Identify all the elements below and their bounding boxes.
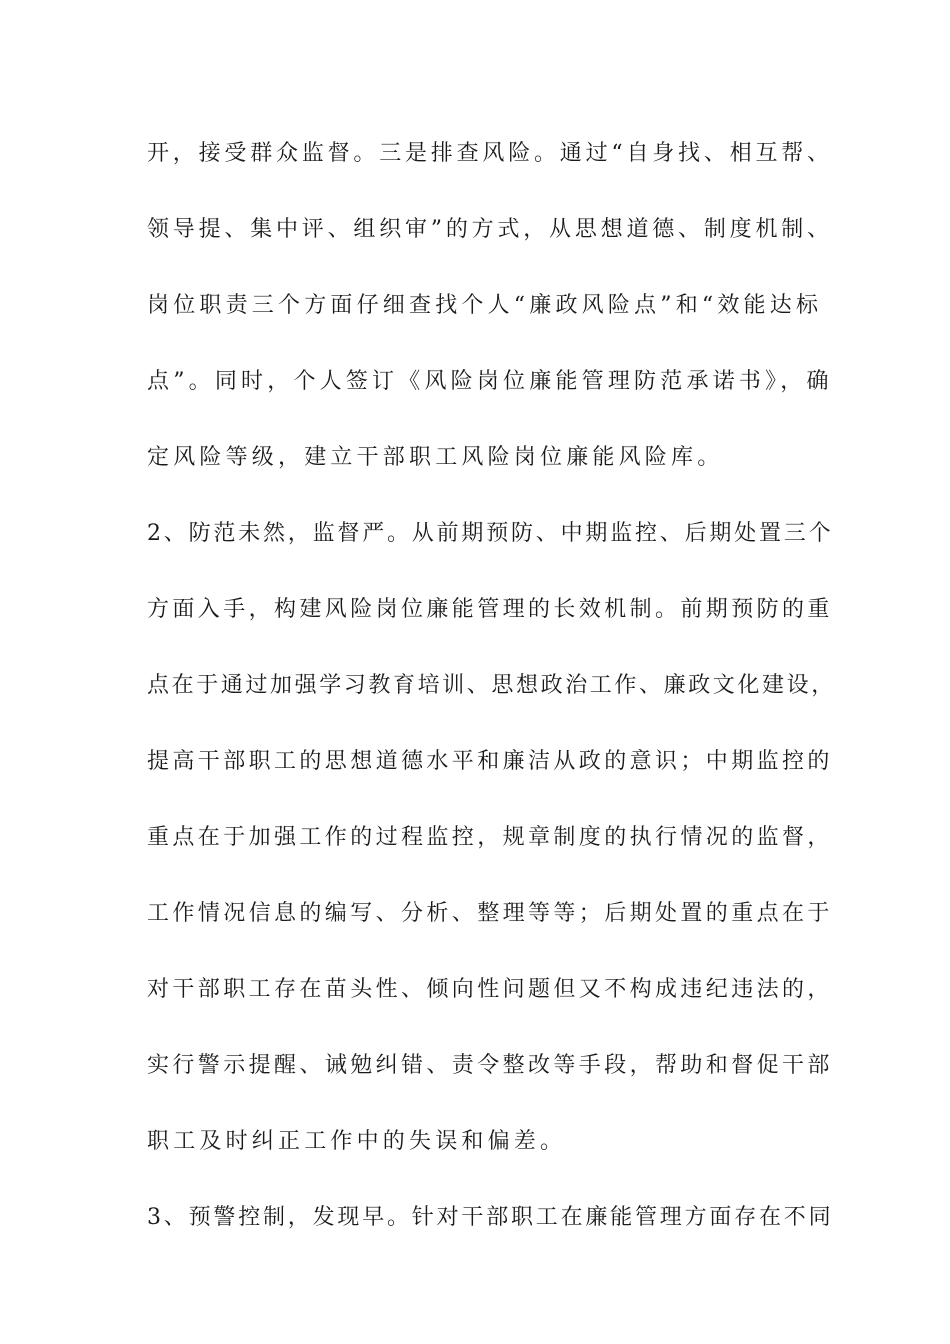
text-line: 重点在于加强工作的过程监控，规章制度的执行情况的监督， (147, 825, 833, 850)
text-line: 方面入手，构建风险岗位廉能管理的长效机制。前期预防的重 (147, 597, 833, 622)
text-line: 提高干部职工的思想道德水平和廉洁从政的意识；中期监控的 (147, 749, 833, 774)
text-line: 2、防范未然，监督严。从前期预防、中期监控、后期处置三个 (147, 521, 834, 546)
text-line: 领导提、集中评、组织审”的方式，从思想道德、制度机制、 (147, 217, 833, 242)
text-line: 职工及时纠正工作中的失误和偏差。 (147, 1129, 567, 1154)
text-line: 工作情况信息的编写、分析、整理等等；后期处置的重点在于 (147, 901, 833, 926)
text-line: 3、预警控制，发现早。针对干部职工在廉能管理方面存在不同 (147, 1205, 834, 1230)
text-line: 点在于通过加强学习教育培训、思想政治工作、廉政文化建设， (147, 673, 836, 698)
text-line: 实行警示提醒、诫勉纠错、责令整改等手段，帮助和督促干部 (147, 1053, 833, 1078)
text-line: 定风险等级，建立干部职工风险岗位廉能风险库。 (147, 445, 724, 470)
text-line: 开，接受群众监督。三是排查风险。通过“自身找、相互帮、 (147, 141, 833, 166)
text-line: 岗位职责三个方面仔细查找个人“廉政风险点”和“效能达标 (147, 293, 823, 318)
text-line: 对干部职工存在苗头性、倾向性问题但又不构成违纪违法的， (147, 977, 833, 1002)
document-body (147, 128, 837, 1268)
text-line: 点”。同时，个人签订《风险岗位廉能管理防范承诺书》，确 (147, 369, 833, 394)
